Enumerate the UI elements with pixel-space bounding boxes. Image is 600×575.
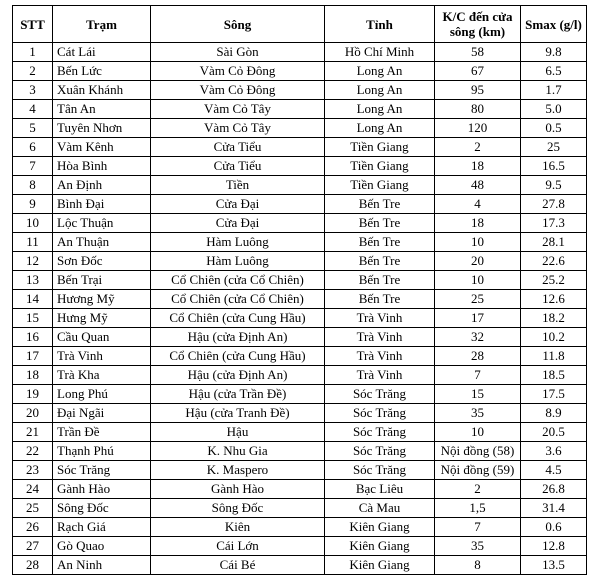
table-row bbox=[13, 62, 587, 81]
cell-tram: Bến Trại bbox=[53, 271, 151, 290]
table-row bbox=[13, 176, 587, 195]
cell-kc: 10 bbox=[435, 271, 521, 290]
cell-stt: 24 bbox=[13, 480, 53, 499]
cell-kc: Nội đồng (58) bbox=[435, 442, 521, 461]
cell-tinh: Bến Tre bbox=[325, 290, 435, 309]
cell-tram: Trà Kha bbox=[53, 366, 151, 385]
cell-kc: 35 bbox=[435, 537, 521, 556]
table-row bbox=[13, 480, 587, 499]
cell-song: Sông Đốc bbox=[151, 499, 325, 518]
cell-smax: 28.1 bbox=[521, 233, 587, 252]
cell-kc: 18 bbox=[435, 157, 521, 176]
cell-tinh: Trà Vinh bbox=[325, 366, 435, 385]
cell-kc: 18 bbox=[435, 214, 521, 233]
cell-song: Gành Hào bbox=[151, 480, 325, 499]
cell-tinh: Trà Vinh bbox=[325, 347, 435, 366]
cell-tinh: Kiên Giang bbox=[325, 537, 435, 556]
cell-song: Vàm Cỏ Đông bbox=[151, 81, 325, 100]
cell-song: Hậu (cửa Tranh Đề) bbox=[151, 404, 325, 423]
cell-tram: Hòa Bình bbox=[53, 157, 151, 176]
cell-stt: 7 bbox=[13, 157, 53, 176]
cell-smax: 5.0 bbox=[521, 100, 587, 119]
header-row bbox=[13, 6, 587, 43]
cell-stt: 20 bbox=[13, 404, 53, 423]
table-row bbox=[13, 81, 587, 100]
table-row bbox=[13, 233, 587, 252]
cell-song: Cái Lớn bbox=[151, 537, 325, 556]
cell-tinh: Bến Tre bbox=[325, 252, 435, 271]
cell-smax: 4.5 bbox=[521, 461, 587, 480]
cell-song: Vàm Cỏ Tây bbox=[151, 100, 325, 119]
cell-smax: 31.4 bbox=[521, 499, 587, 518]
cell-smax: 10.2 bbox=[521, 328, 587, 347]
cell-song: Hậu (cửa Định An) bbox=[151, 328, 325, 347]
cell-smax: 17.5 bbox=[521, 385, 587, 404]
cell-tinh: Kiên Giang bbox=[325, 518, 435, 537]
cell-song: Kiên bbox=[151, 518, 325, 537]
cell-tram: An Định bbox=[53, 176, 151, 195]
cell-tram: An Ninh bbox=[53, 556, 151, 575]
cell-stt: 22 bbox=[13, 442, 53, 461]
cell-tinh: Long An bbox=[325, 81, 435, 100]
cell-tram: Gò Quao bbox=[53, 537, 151, 556]
header-smax: Smax (g/l) bbox=[521, 6, 587, 43]
cell-kc: 7 bbox=[435, 366, 521, 385]
cell-smax: 25 bbox=[521, 138, 587, 157]
table-row bbox=[13, 290, 587, 309]
cell-tram: Vàm Kênh bbox=[53, 138, 151, 157]
cell-tram: Tuyên Nhơn bbox=[53, 119, 151, 138]
cell-song: K. Maspero bbox=[151, 461, 325, 480]
cell-song: Hậu bbox=[151, 423, 325, 442]
cell-kc: 67 bbox=[435, 62, 521, 81]
table-row bbox=[13, 347, 587, 366]
cell-kc: 120 bbox=[435, 119, 521, 138]
table-row bbox=[13, 195, 587, 214]
cell-kc: 10 bbox=[435, 233, 521, 252]
cell-song: Cái Bé bbox=[151, 556, 325, 575]
cell-stt: 17 bbox=[13, 347, 53, 366]
cell-smax: 18.2 bbox=[521, 309, 587, 328]
cell-song: Hàm Luông bbox=[151, 252, 325, 271]
cell-song: Hàm Luông bbox=[151, 233, 325, 252]
cell-tram: Trần Đề bbox=[53, 423, 151, 442]
cell-tram: Xuân Khánh bbox=[53, 81, 151, 100]
cell-tram: Gành Hào bbox=[53, 480, 151, 499]
cell-tinh: Hồ Chí Minh bbox=[325, 43, 435, 62]
cell-smax: 25.2 bbox=[521, 271, 587, 290]
cell-tram: Hương Mỹ bbox=[53, 290, 151, 309]
cell-song: Sài Gòn bbox=[151, 43, 325, 62]
table-row bbox=[13, 138, 587, 157]
cell-tram: Cát Lái bbox=[53, 43, 151, 62]
table-row bbox=[13, 461, 587, 480]
cell-tinh: Sóc Trăng bbox=[325, 461, 435, 480]
cell-song: Cửa Tiểu bbox=[151, 138, 325, 157]
cell-tinh: Trà Vinh bbox=[325, 309, 435, 328]
cell-smax: 0.5 bbox=[521, 119, 587, 138]
cell-kc: 25 bbox=[435, 290, 521, 309]
table-row bbox=[13, 157, 587, 176]
cell-tram: Sơn Đốc bbox=[53, 252, 151, 271]
cell-tram: An Thuận bbox=[53, 233, 151, 252]
cell-tram: Long Phú bbox=[53, 385, 151, 404]
cell-smax: 3.6 bbox=[521, 442, 587, 461]
table-row bbox=[13, 252, 587, 271]
table-body bbox=[13, 43, 587, 575]
cell-song: Cổ Chiên (cửa Cung Hầu) bbox=[151, 347, 325, 366]
cell-stt: 12 bbox=[13, 252, 53, 271]
cell-stt: 27 bbox=[13, 537, 53, 556]
cell-song: Cổ Chiên (cửa Cổ Chiên) bbox=[151, 271, 325, 290]
cell-smax: 9.5 bbox=[521, 176, 587, 195]
cell-stt: 18 bbox=[13, 366, 53, 385]
cell-kc: 32 bbox=[435, 328, 521, 347]
cell-stt: 6 bbox=[13, 138, 53, 157]
cell-stt: 3 bbox=[13, 81, 53, 100]
cell-kc: 17 bbox=[435, 309, 521, 328]
cell-song: Hậu (cửa Định An) bbox=[151, 366, 325, 385]
cell-stt: 13 bbox=[13, 271, 53, 290]
cell-smax: 9.8 bbox=[521, 43, 587, 62]
cell-tinh: Sóc Trăng bbox=[325, 385, 435, 404]
cell-kc: 7 bbox=[435, 518, 521, 537]
cell-stt: 14 bbox=[13, 290, 53, 309]
table-row bbox=[13, 537, 587, 556]
cell-tinh: Tiền Giang bbox=[325, 157, 435, 176]
cell-kc: 28 bbox=[435, 347, 521, 366]
cell-tram: Rạch Giá bbox=[53, 518, 151, 537]
cell-stt: 26 bbox=[13, 518, 53, 537]
cell-tinh: Sóc Trăng bbox=[325, 404, 435, 423]
cell-kc: 1,5 bbox=[435, 499, 521, 518]
table-row bbox=[13, 423, 587, 442]
cell-kc: Nội đồng (59) bbox=[435, 461, 521, 480]
cell-stt: 1 bbox=[13, 43, 53, 62]
header-song: Sông bbox=[151, 6, 325, 43]
cell-song: Cửa Đại bbox=[151, 195, 325, 214]
table-header bbox=[13, 6, 587, 43]
cell-tinh: Trà Vinh bbox=[325, 328, 435, 347]
cell-smax: 27.8 bbox=[521, 195, 587, 214]
header-kc: K/C đến cửa sông (km) bbox=[435, 6, 521, 43]
cell-tram: Tân An bbox=[53, 100, 151, 119]
cell-tinh: Sóc Trăng bbox=[325, 423, 435, 442]
header-tinh: Tỉnh bbox=[325, 6, 435, 43]
table-row bbox=[13, 442, 587, 461]
cell-kc: 2 bbox=[435, 138, 521, 157]
cell-tram: Bình Đại bbox=[53, 195, 151, 214]
cell-tram: Lộc Thuận bbox=[53, 214, 151, 233]
cell-kc: 80 bbox=[435, 100, 521, 119]
cell-tram: Bến Lức bbox=[53, 62, 151, 81]
table-row bbox=[13, 499, 587, 518]
cell-stt: 4 bbox=[13, 100, 53, 119]
table-row bbox=[13, 556, 587, 575]
table-row bbox=[13, 214, 587, 233]
cell-smax: 16.5 bbox=[521, 157, 587, 176]
cell-kc: 20 bbox=[435, 252, 521, 271]
cell-smax: 13.5 bbox=[521, 556, 587, 575]
cell-tinh: Tiền Giang bbox=[325, 176, 435, 195]
cell-stt: 16 bbox=[13, 328, 53, 347]
cell-tram: Sông Đốc bbox=[53, 499, 151, 518]
cell-smax: 20.5 bbox=[521, 423, 587, 442]
cell-stt: 2 bbox=[13, 62, 53, 81]
cell-tinh: Long An bbox=[325, 62, 435, 81]
cell-kc: 10 bbox=[435, 423, 521, 442]
cell-smax: 11.8 bbox=[521, 347, 587, 366]
cell-smax: 8.9 bbox=[521, 404, 587, 423]
cell-stt: 28 bbox=[13, 556, 53, 575]
cell-song: K. Nhu Gia bbox=[151, 442, 325, 461]
cell-stt: 21 bbox=[13, 423, 53, 442]
header-tram: Trạm bbox=[53, 6, 151, 43]
cell-smax: 26.8 bbox=[521, 480, 587, 499]
cell-tinh: Kiên Giang bbox=[325, 556, 435, 575]
cell-tinh: Tiền Giang bbox=[325, 138, 435, 157]
cell-tinh: Bến Tre bbox=[325, 214, 435, 233]
cell-song: Tiền bbox=[151, 176, 325, 195]
cell-tinh: Long An bbox=[325, 100, 435, 119]
cell-tram: Cầu Quan bbox=[53, 328, 151, 347]
cell-song: Vàm Cỏ Đông bbox=[151, 62, 325, 81]
cell-tinh: Bến Tre bbox=[325, 233, 435, 252]
cell-kc: 48 bbox=[435, 176, 521, 195]
cell-smax: 0.6 bbox=[521, 518, 587, 537]
cell-kc: 8 bbox=[435, 556, 521, 575]
cell-smax: 18.5 bbox=[521, 366, 587, 385]
cell-kc: 95 bbox=[435, 81, 521, 100]
cell-tram: Thạnh Phú bbox=[53, 442, 151, 461]
cell-tinh: Bến Tre bbox=[325, 271, 435, 290]
cell-smax: 1.7 bbox=[521, 81, 587, 100]
cell-tinh: Bạc Liêu bbox=[325, 480, 435, 499]
cell-smax: 17.3 bbox=[521, 214, 587, 233]
cell-kc: 58 bbox=[435, 43, 521, 62]
cell-tinh: Cà Mau bbox=[325, 499, 435, 518]
table-row bbox=[13, 366, 587, 385]
table-row bbox=[13, 404, 587, 423]
table-row bbox=[13, 119, 587, 138]
table-row bbox=[13, 518, 587, 537]
cell-stt: 19 bbox=[13, 385, 53, 404]
cell-tram: Đại Ngãi bbox=[53, 404, 151, 423]
cell-tinh: Bến Tre bbox=[325, 195, 435, 214]
cell-song: Cửa Đại bbox=[151, 214, 325, 233]
cell-stt: 10 bbox=[13, 214, 53, 233]
cell-smax: 12.6 bbox=[521, 290, 587, 309]
table-row bbox=[13, 385, 587, 404]
cell-stt: 15 bbox=[13, 309, 53, 328]
cell-stt: 9 bbox=[13, 195, 53, 214]
cell-stt: 5 bbox=[13, 119, 53, 138]
salinity-table bbox=[12, 5, 587, 575]
cell-kc: 4 bbox=[435, 195, 521, 214]
cell-tram: Sóc Trăng bbox=[53, 461, 151, 480]
cell-kc: 15 bbox=[435, 385, 521, 404]
cell-stt: 11 bbox=[13, 233, 53, 252]
cell-smax: 22.6 bbox=[521, 252, 587, 271]
cell-tram: Hưng Mỹ bbox=[53, 309, 151, 328]
cell-song: Hậu (cửa Trần Đề) bbox=[151, 385, 325, 404]
table-row bbox=[13, 43, 587, 62]
cell-song: Cổ Chiên (cửa Cung Hầu) bbox=[151, 309, 325, 328]
cell-song: Cổ Chiên (cửa Cổ Chiên) bbox=[151, 290, 325, 309]
cell-song: Cửa Tiểu bbox=[151, 157, 325, 176]
cell-tram: Trà Vinh bbox=[53, 347, 151, 366]
table-row bbox=[13, 328, 587, 347]
cell-song: Vàm Cỏ Tây bbox=[151, 119, 325, 138]
cell-stt: 25 bbox=[13, 499, 53, 518]
cell-smax: 6.5 bbox=[521, 62, 587, 81]
cell-tinh: Sóc Trăng bbox=[325, 442, 435, 461]
cell-kc: 2 bbox=[435, 480, 521, 499]
table-row bbox=[13, 271, 587, 290]
cell-stt: 23 bbox=[13, 461, 53, 480]
cell-smax: 12.8 bbox=[521, 537, 587, 556]
header-stt: STT bbox=[13, 6, 53, 43]
cell-kc: 35 bbox=[435, 404, 521, 423]
cell-tinh: Long An bbox=[325, 119, 435, 138]
table-row bbox=[13, 100, 587, 119]
cell-stt: 8 bbox=[13, 176, 53, 195]
table-row bbox=[13, 309, 587, 328]
